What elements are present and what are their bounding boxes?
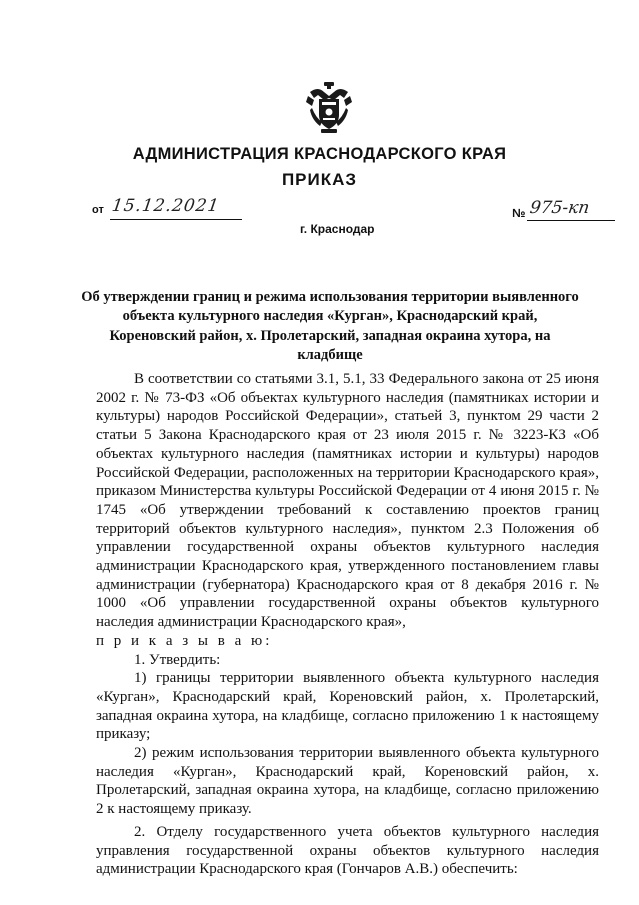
item-1: 1. Утвердить:	[134, 651, 221, 668]
number-label: №	[512, 206, 526, 220]
document-body	[96, 370, 599, 879]
number-underline	[527, 220, 615, 221]
date-label: от	[92, 204, 104, 216]
handwritten-date: 15.12.2021	[110, 196, 221, 216]
organization-name: АДМИНИСТРАЦИЯ КРАСНОДАРСКОГО КРАЯ	[132, 145, 507, 163]
krasnodar-coat-of-arms-icon	[306, 82, 352, 134]
preamble-paragraph: В соответствии со статьями 3.1, 5.1, 33 Федерального закона от 25 июня 2002 г. № 73-ФЗ «Об объектах культурного наследия (памятниках истории и культуры) народов Российской Федерации», статьей 3, пунктом 29 части 2 статьи 5 Закона Краснодарского края от 23 июля 2015 г. № 3223-КЗ «Об объектах культурного наследия (памятниках истории и культуры) народов Российской Федерации, расположенных на территории Краснодарского края», приказом Министерства культуры Российской Федерации от 4 июня 2015 г. № 1745 «Об утверждении требований к составлению проектов границ территорий объектов культурного наследия», пунктом 2.3 Положения об управлении государственной охраны объектов культурного наследия администрации Краснодарского края, утвержденного постановлением главы администрации (губернатора) Краснодарского края от 8 декабря 2016 г. № 1000 «Об управлении государственной охраны объектов культурного наследия администрации Краснодарского края»,	[96, 371, 599, 631]
item-2: 2. Отделу государственного учета объектов культурного наследия управления государственной охраны объектов культурного наследия администрации Краснодарского края (Гончаров А.В.) обеспечить:	[96, 823, 599, 878]
item-1-subitem-2: 2) режим использования территории выявленного объекта культурного наследия «Курган», Краснодарский край, Кореновский район, х. Пролетарский, западная окраина хутора, на кладбище, согласно приложению 2 к настоящему приказу.	[96, 745, 599, 818]
handwritten-number: 975-кп	[528, 198, 591, 218]
item-1-subitem-1: 1) границы территории выявленного объекта культурного наследия «Курган», Краснодарский край, Кореновский район, х. Пролетарский, западная окраина хутора, на кладбище, согласно приложению 1 к настоящему приказу;	[96, 670, 599, 743]
document-title: Об утверждении границ и режима использования территории выявленного объекта культурного наследия «Курган», Краснодарский край, Кореновский район, х. Пролетарский, западная окраина хутора, на кладбище	[81, 289, 579, 363]
order-word: п р и к а з ы в а ю:	[96, 632, 273, 649]
date-underline	[110, 219, 242, 220]
city-name: г. Краснодар	[300, 222, 375, 236]
document-type: ПРИКАЗ	[281, 170, 358, 189]
